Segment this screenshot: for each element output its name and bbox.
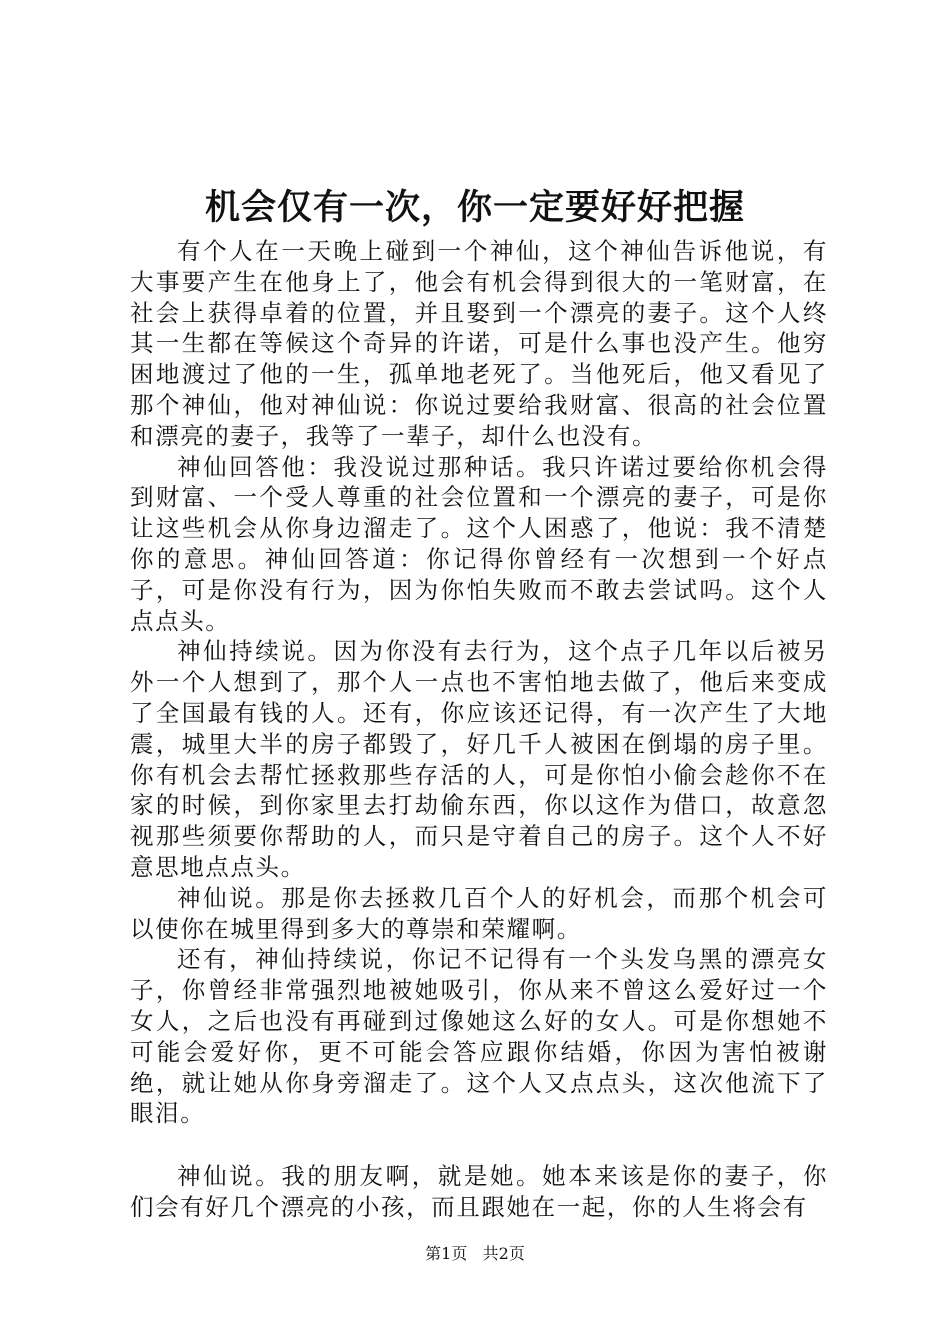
document-title: 机会仅有一次，你一定要好好把握 bbox=[204, 187, 745, 228]
paragraph: 神仙回答他：我没说过那种话。我只许诺过要给你机会得到财富、一个受人尊重的社会位置和一个漂亮的妻子，可是你让这些机会从你身边溜走了。这个人困惑了，他说：我不清楚你的意思。神仙回答道：你记得你曾经有一次想到一个好点子，可是你没有行为，因为你怕失败而不敢去尝试吗。这个人点点头。 bbox=[130, 452, 828, 635]
page-number: 第1页 bbox=[425, 1244, 468, 1263]
page-footer bbox=[0, 1242, 950, 1266]
paragraph: 神仙说。那是你去拯救几百个人的好机会，而那个机会可以使你在城里得到多大的尊崇和荣耀啊。 bbox=[130, 883, 828, 943]
paragraph: 有个人在一天晚上碰到一个神仙，这个神仙告诉他说，有大事要产生在他身上了，他会有机会得到很大的一笔财富，在社会上获得卓着的位置，并且娶到一个漂亮的妻子。这个人终其一生都在等候这个奇异的许诺，可是什么事也没产生。他穷困地渡过了他的一生，孤单地老死了。当他死后，他又看见了那个神仙，他对神仙说：你说过要给我财富、很高的社会位置和漂亮的妻子，我等了一辈子，却什么也没有。 bbox=[130, 237, 828, 450]
footer-spacer bbox=[472, 1244, 477, 1263]
paragraph: 神仙持续说。因为你没有去行为，这个点子几年以后被另外一个人想到了，那个人一点也不害怕地去做了，他后来变成了全国最有钱的人。还有，你应该还记得，有一次产生了大地震，城里大半的房子都毁了，好几千人被困在倒塌的房子里。你有机会去帮忙拯救那些存活的人，可是你怕小偷会趁你不在家的时候，到你家里去打劫偷东西，你以这作为借口，故意忽视那些须要你帮助的人，而只是守着自己的房子。这个人不好意思地点点头。 bbox=[130, 637, 828, 881]
document-body bbox=[130, 236, 828, 1223]
paragraph: 还有，神仙持续说，你记不记得有一个头发乌黑的漂亮女子，你曾经非常强烈地被她吸引，你从来不曾这么爱好过一个女人，之后也没有再碰到过像她这么好的女人。可是你想她不可能会爱好你，更不可能会答应跟你结婚，你因为害怕被谢绝，就让她从你身旁溜走了。这个人又点点头，这次他流下了眼泪。 bbox=[130, 945, 828, 1128]
paragraph: 神仙说。我的朋友啊，就是她。她本来该是你的妻子，你们会有好几个漂亮的小孩，而且跟她在一起，你的人生将会有 bbox=[130, 1162, 828, 1221]
page-total: 共2页 bbox=[482, 1244, 525, 1263]
